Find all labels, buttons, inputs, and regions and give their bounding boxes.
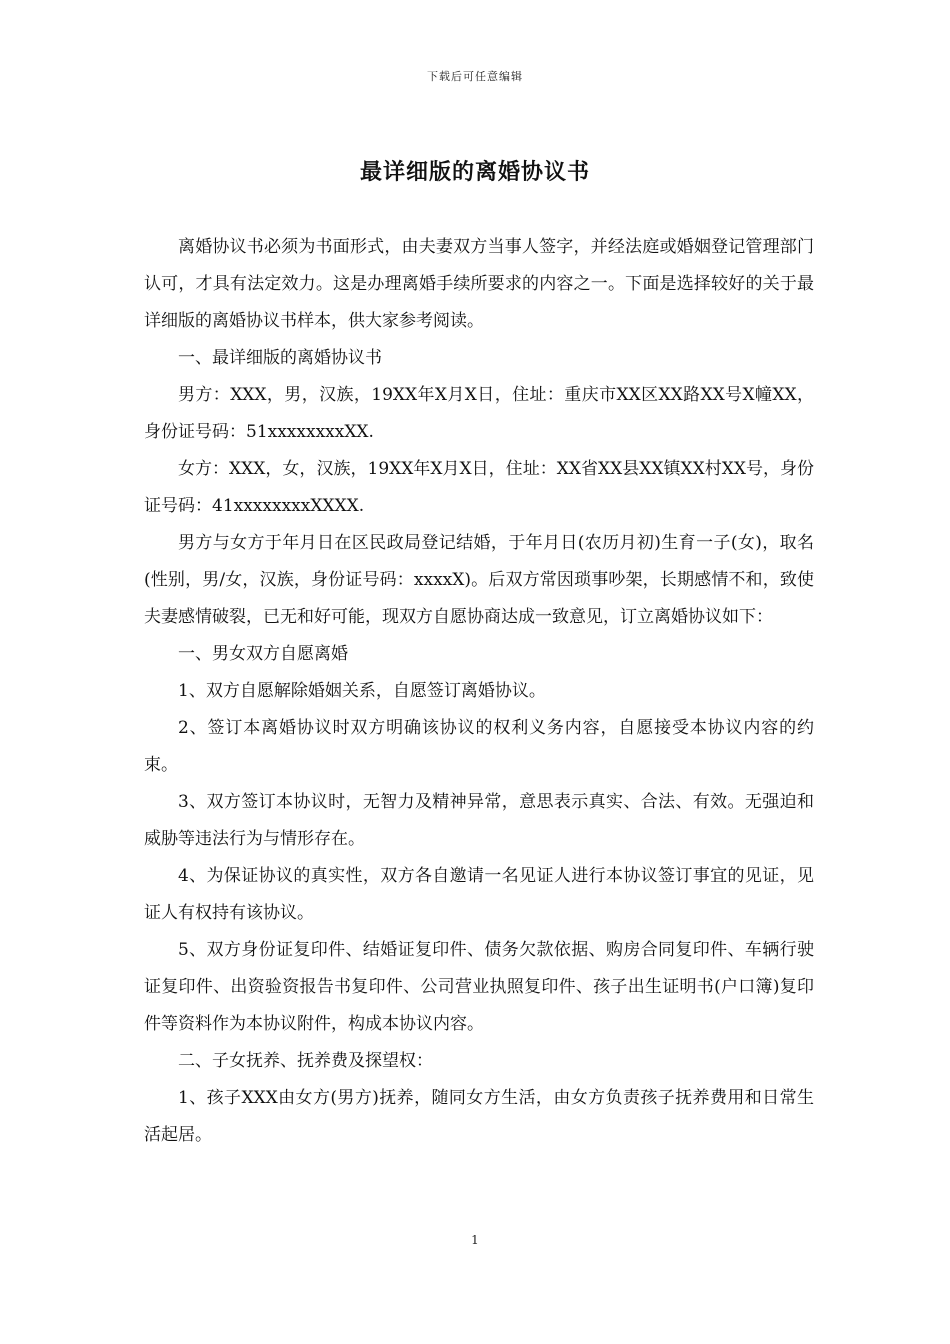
marriage-background-paragraph: 男方与女方于年月日在区民政局登记结婚，于年月日(农历月初)生育一子(女)，取名(性别，男/女，汉族，身份证号码：xxxxX)。后双方常因琐事吵架，长期感情不和，致使夫妻感情破裂，已无和好可能，现双方自愿协商达成一致意见，订立离婚协议如下：: [144, 533, 814, 627]
clause-item: 2、签订本离婚协议时双方明确该协议的权利义务内容，自愿接受本协议内容的约束。: [144, 718, 814, 775]
clause-heading-child-custody: 二、子女抚养、抚养费及探望权：: [178, 1051, 433, 1071]
page-number: 1: [471, 1233, 479, 1247]
clause-item: 1、双方自愿解除婚姻关系，自愿签订离婚协议。: [178, 681, 546, 701]
clause-item: 1、孩子XXX由女方(男方)抚养，随同女方生活，由女方负责孩子抚养费用和日常生活起居。: [144, 1088, 814, 1145]
page-header-note: 下载后可任意编辑: [427, 70, 523, 83]
clause-heading-voluntary-divorce: 一、男女双方自愿离婚: [178, 644, 348, 664]
male-party-info: 男方：XXX，男，汉族，19XX年X月X日，住址：重庆市XX区XX路XX号X幢XX，身份证号码：51xxxxxxxxXX.: [144, 385, 814, 442]
clause-item: 3、双方签订本协议时，无智力及精神异常，意思表示真实、合法、有效。无强迫和威胁等违法行为与情形存在。: [144, 792, 814, 849]
clause-item: 4、为保证协议的真实性，双方各自邀请一名见证人进行本协议签订事宜的见证，见证人有权持有该协议。: [144, 866, 814, 923]
document-title: 最详细版的离婚协议书: [359, 160, 590, 185]
female-party-info: 女方：XXX，女，汉族，19XX年X月X日，住址：XX省XX县XX镇XX村XX号，身份证号码：41xxxxxxxxXXXX.: [144, 459, 814, 516]
document-body: [144, 229, 814, 1154]
section-heading: 一、最详细版的离婚协议书: [178, 348, 382, 368]
clause-item: 5、双方身份证复印件、结婚证复印件、债务欠款依据、购房合同复印件、车辆行驶证复印件、出资验资报告书复印件、公司营业执照复印件、孩子出生证明书(户口簿)复印件等资料作为本协议附件，构成本协议内容。: [144, 940, 814, 1034]
intro-paragraph: 离婚协议书必须为书面形式，由夫妻双方当事人签字，并经法庭或婚姻登记管理部门认可，才具有法定效力。这是办理离婚手续所要求的内容之一。下面是选择较好的关于最详细版的离婚协议书样本，供大家参考阅读。: [144, 237, 814, 331]
